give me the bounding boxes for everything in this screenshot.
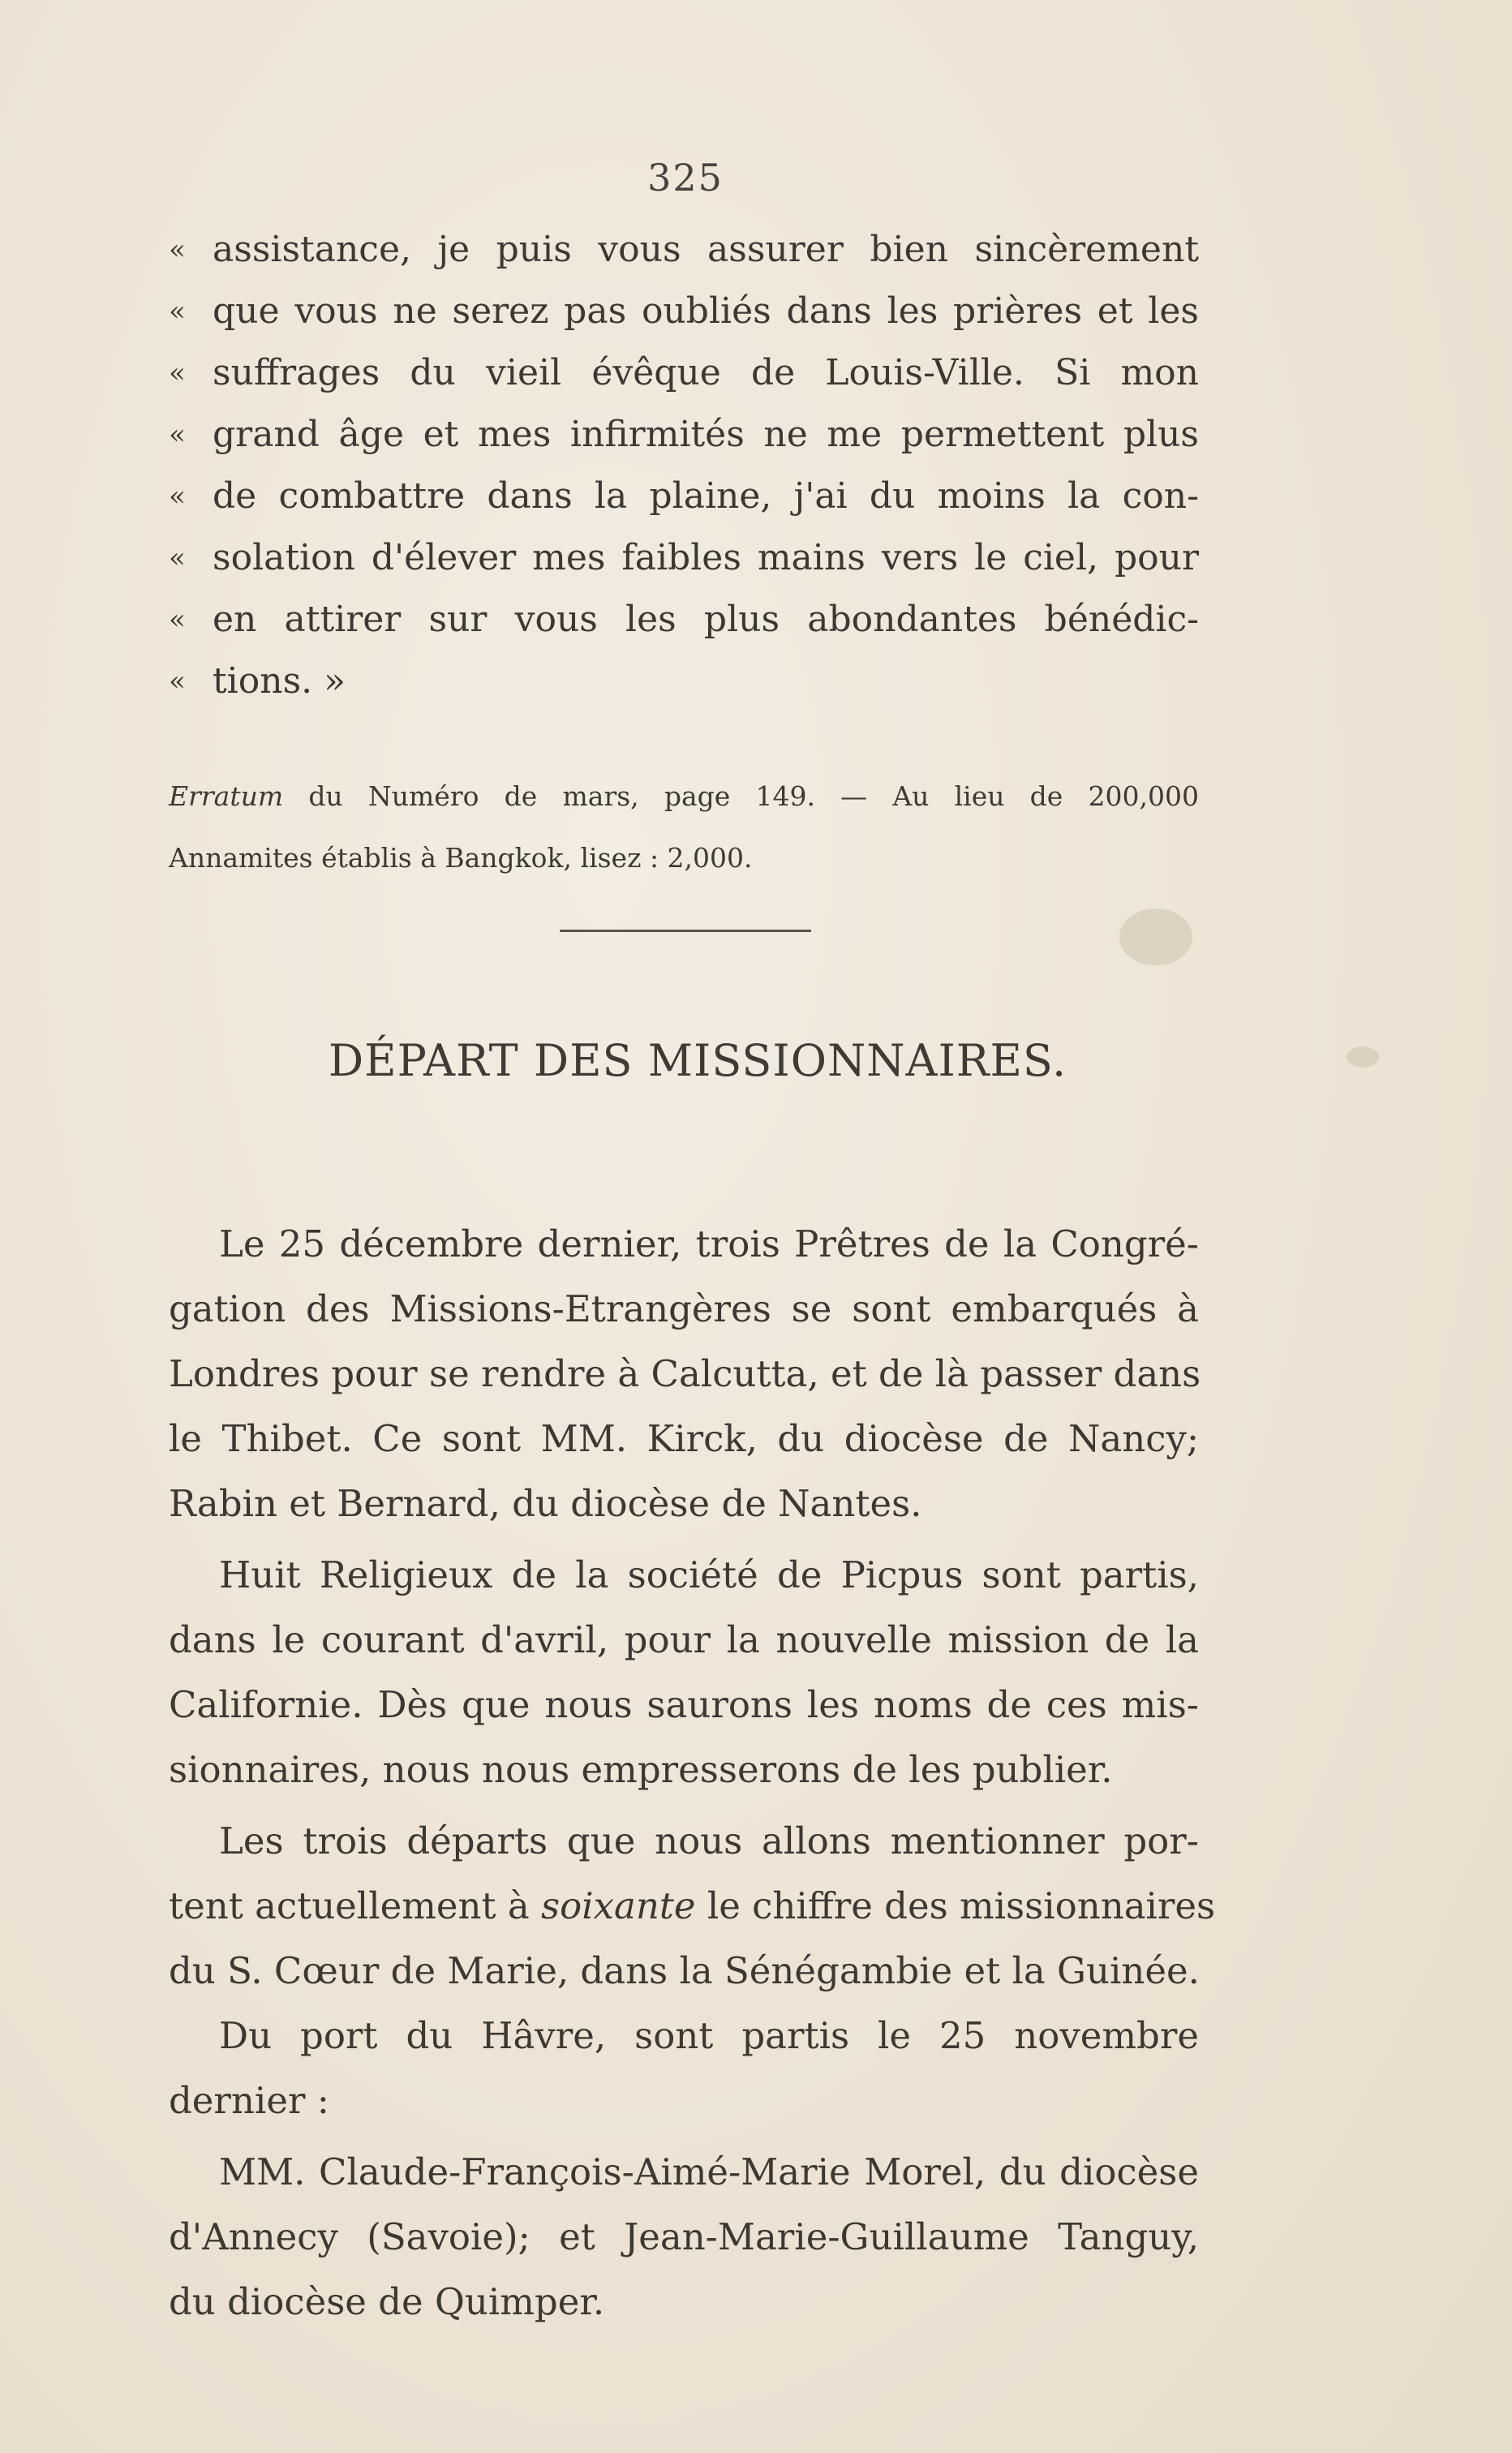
paragraph-line: tent actuellement à soixante le chiffre des missionnaires (169, 1884, 1216, 1927)
emphasis-soixante: soixante (541, 1884, 696, 1927)
erratum-note-line2: Annamites établis à Bangkok, lisez : 2,000. (169, 842, 753, 874)
section-title: DÉPART DES MISSIONNAIRES. (328, 1035, 1067, 1086)
paper-stain (1347, 1046, 1379, 1068)
erratum-label: Erratum (169, 780, 284, 812)
paragraph-line: du S. Cœur de Marie, dans la Sénégambie et la Guinée. (169, 1949, 1200, 1992)
paragraph-line: MM. Claude-François-Aimé-Marie Morel, du diocèse (219, 2150, 1199, 2193)
paragraph-line: Huit Religieux de la société de Picpus sont partis, (219, 1553, 1199, 1596)
paragraph-line: Du port du Hâvre, sont partis le 25 novembre (219, 2014, 1199, 2057)
paragraph-line: Californie. Dès que nous saurons les noms de ces mis- (169, 1683, 1199, 1726)
paper-stain (1119, 909, 1192, 965)
quote-block (169, 219, 1199, 712)
quote-line: « en attirer sur vous les plus abondantes bénédic- (169, 599, 1199, 640)
quote-line: « grand âge et mes infirmités ne me permettent plus (169, 414, 1199, 455)
article-body (169, 1212, 1216, 2335)
quote-line: « que vous ne serez pas oubliés dans les prières et les (169, 290, 1199, 332)
paragraph-line: Rabin et Bernard, du diocèse de Nantes. (169, 1482, 922, 1525)
erratum-note: Erratum du Numéro de mars, page 149. — Au lieu de 200,000 (169, 780, 1199, 812)
quote-line: « tions. » (169, 660, 346, 702)
quote-line: « solation d'élever mes faibles mains vers le ciel, pour (169, 537, 1199, 578)
quote-line: « de combattre dans la plaine, j'ai du moins la con- (169, 475, 1199, 517)
paragraph-line: le Thibet. Ce sont MM. Kirck, du diocèse de Nancy; (169, 1417, 1199, 1460)
paragraph-line: gation des Missions-Etrangères se sont embarqués à (169, 1287, 1199, 1330)
paragraph-line: dernier : (169, 2079, 329, 2122)
quote-line: « assistance, je puis vous assurer bien sincèrement (169, 229, 1199, 270)
paragraph-line: dans le courant d'avril, pour la nouvelle mission de la (169, 1618, 1199, 1661)
paragraph-line: Les trois départs que nous allons mentionner por- (219, 1819, 1199, 1862)
paragraph-line: sionnaires, nous nous empresserons de les publier. (169, 1748, 1113, 1791)
paragraph-line: Londres pour se rendre à Calcutta, et de là passer dans (169, 1352, 1201, 1395)
page-number: 325 (647, 156, 724, 200)
paragraph-line: d'Annecy (Savoie); et Jean-Marie-Guillaume Tanguy, (169, 2215, 1199, 2258)
quote-line: « suffrages du vieil évêque de Louis-Ville. Si mon (169, 352, 1199, 393)
section-divider (560, 930, 811, 932)
paragraph-line: Le 25 décembre dernier, trois Prêtres de la Congré- (219, 1222, 1199, 1265)
paragraph-line: du diocèse de Quimper. (169, 2280, 605, 2323)
